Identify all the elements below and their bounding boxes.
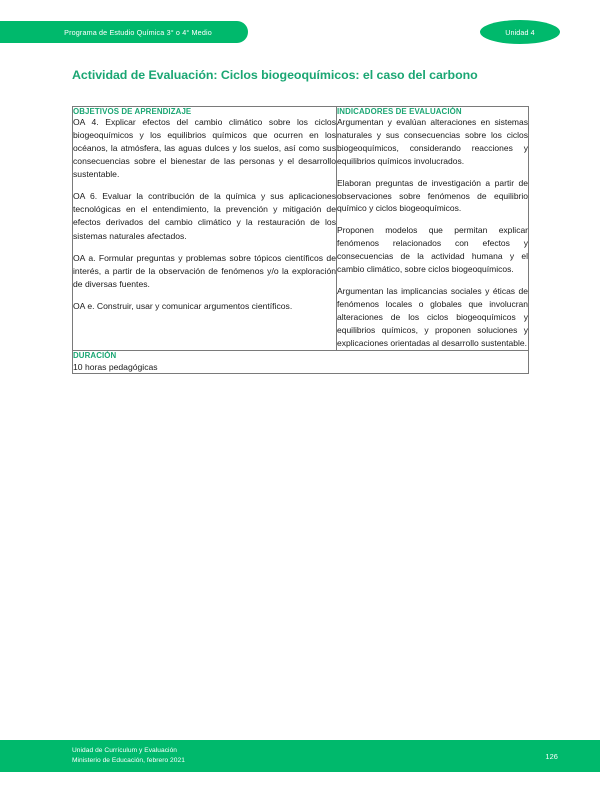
duracion-value: 10 horas pedagógicas xyxy=(73,361,158,372)
objetivo-paragraph: OA a. Formular preguntas y problemas sobre tópicos científicos de interés, a partir de la observación de fenómenos y/o la exploración de diversas fuentes. xyxy=(73,252,336,289)
unit-badge-label: Unidad 4 xyxy=(505,27,535,37)
program-banner-label: Programa de Estudio Química 3° o 4° Medio xyxy=(64,27,212,37)
page-number: 126 xyxy=(545,751,558,761)
table-row-duracion xyxy=(73,350,529,373)
indicadores-header-label: INDICADORES DE EVALUACIÓN xyxy=(337,107,462,116)
evaluation-table xyxy=(72,106,529,374)
content-cell-indicadores xyxy=(337,116,529,350)
indicador-paragraph: Elaboran preguntas de investigación a partir de observaciones sobre fenómenos de equilibrio químico y ciclos biogeoquímicos. xyxy=(337,177,528,214)
footer-line-2: Ministerio de Educación, febrero 2021 xyxy=(72,757,185,764)
objetivo-paragraph: OA 6. Evaluar la contribución de la química y sus aplicaciones tecnológicas en el entendimiento, la prevención y mitigación de efectos derivados del cambio climático y la restauración de los sistemas naturales afectados. xyxy=(73,191,336,241)
header-cell-indicadores xyxy=(337,107,529,117)
duracion-cell xyxy=(73,350,529,373)
objetivos-header-label: OBJETIVOS DE APRENDIZAJE xyxy=(73,107,192,116)
table-row-headers xyxy=(73,107,529,117)
unit-badge xyxy=(480,20,560,44)
objetivo-paragraph: OA e. Construir, usar y comunicar argumentos científicos. xyxy=(73,300,293,311)
indicador-paragraph: Argumentan y evalúan alteraciones en sistemas naturales y sus consecuencias sobre los ciclos biogeoquímicos, considerando reacciones y equilibrios químicos involucrados. xyxy=(337,117,528,166)
table-row-content xyxy=(73,116,529,350)
objetivo-paragraph: OA 4. Explicar efectos del cambio climático sobre los ciclos biogeoquímicos y los equilibrios químicos que ocurren en los océanos, la atmósfera, las aguas dulces y los suelos, así como sus consecuencias sobre el bienestar de las personas y el desarrollo sustentable. xyxy=(73,117,336,180)
indicador-paragraph: Argumentan las implicancias sociales y éticas de fenómenos locales o globales que involucran alteraciones de los ciclos biogeoquímicos y equilibrios químicos, y proponen soluciones y explicaciones orientadas al desarrollo sustentable. xyxy=(337,285,528,348)
indicador-paragraph: Proponen modelos que permitan explicar fenómenos relacionados con efectos y consecuencias de la actividad humana y el cambio climático, sobre ciclos biogeoquímicos. xyxy=(337,225,528,275)
content-cell-objetivos xyxy=(73,116,337,350)
page-footer xyxy=(0,740,600,772)
footer-line-1: Unidad de Currículum y Evaluación xyxy=(72,746,178,754)
page-title: Actividad de Evaluación: Ciclos biogeoquímicos: el caso del carbono xyxy=(72,68,478,82)
footer-organization xyxy=(72,746,185,766)
duracion-label: DURACIÓN xyxy=(73,350,117,360)
program-banner xyxy=(0,21,248,43)
header-cell-objetivos xyxy=(73,107,337,117)
